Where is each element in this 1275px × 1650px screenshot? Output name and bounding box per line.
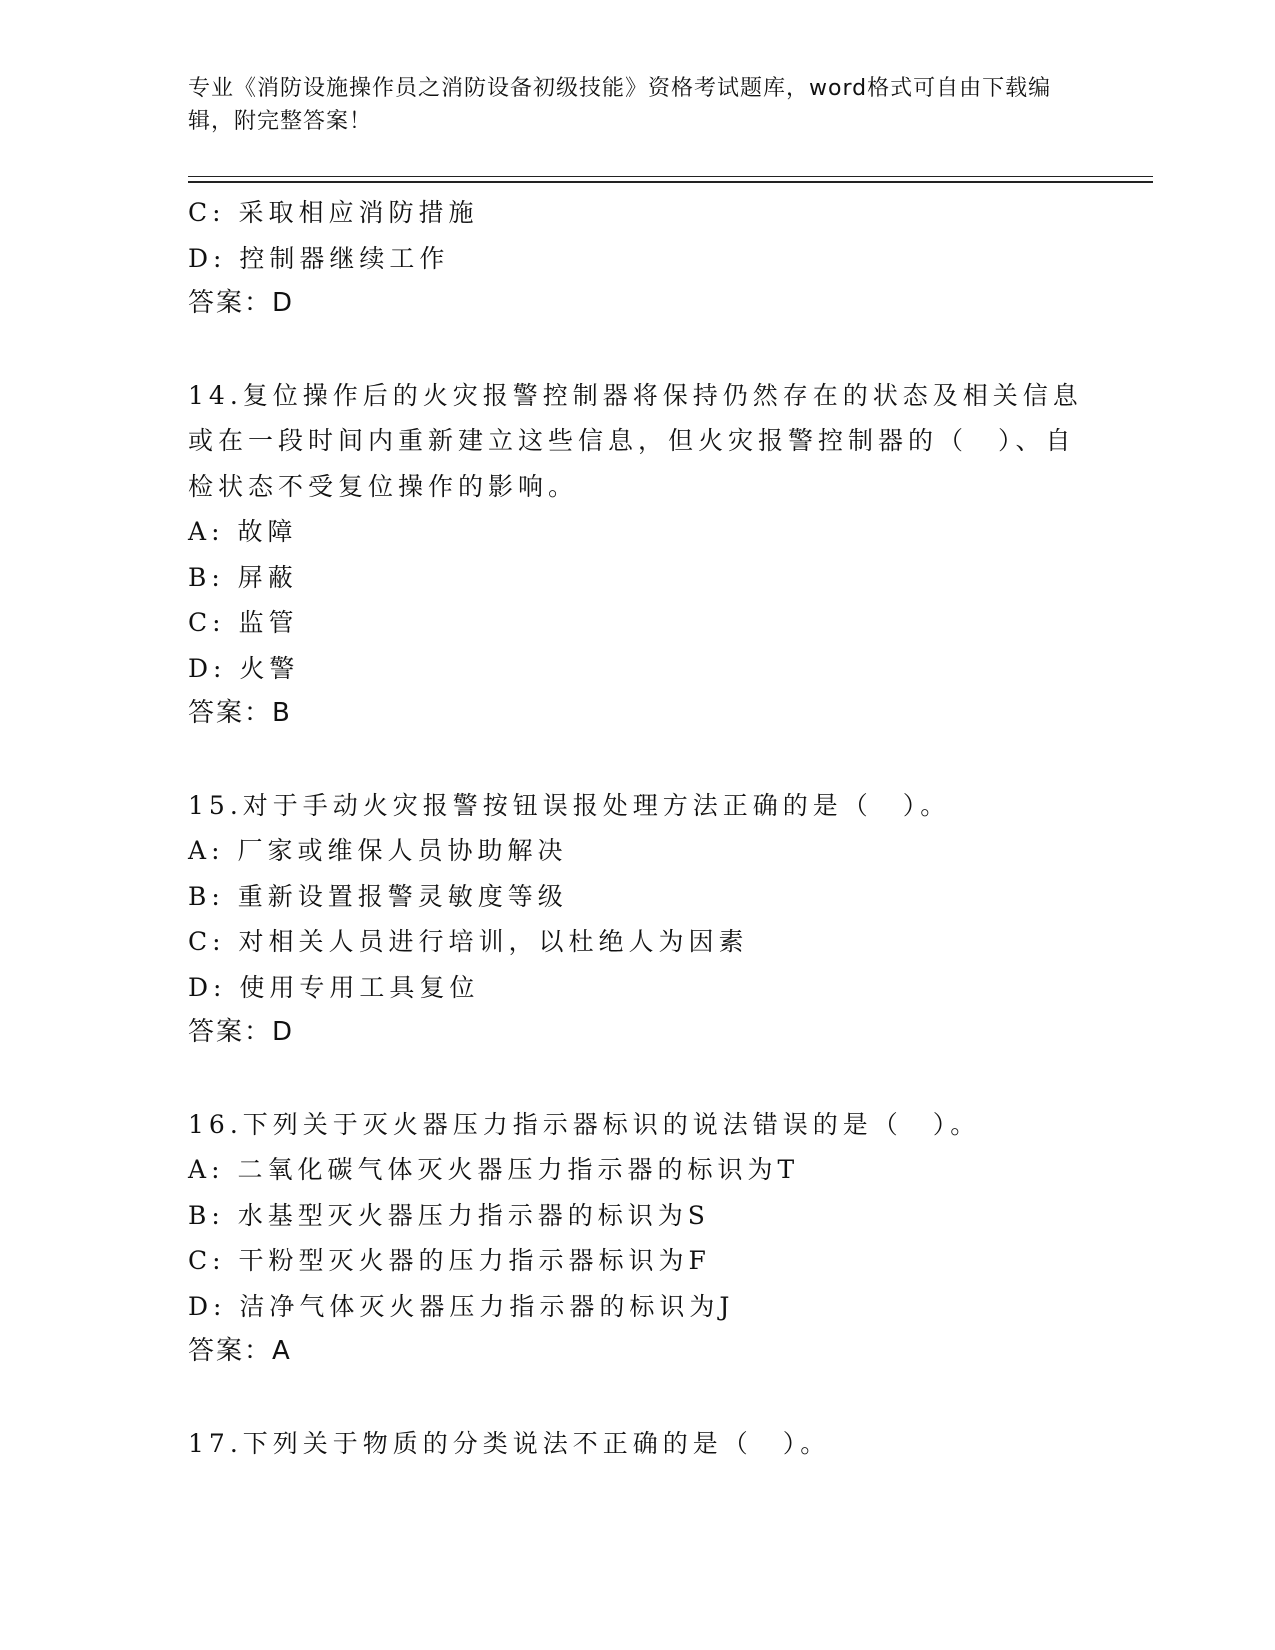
option-a: A: 二氧化碳气体灭火器压力指示器的标识为T (188, 1155, 800, 1184)
option-a: A: 故障 (188, 517, 298, 546)
option-label: D (188, 653, 214, 683)
option-text: 二氧化碳气体灭火器压力指示器的标识为T (237, 1155, 800, 1184)
answer-value: B (272, 698, 292, 728)
option-a: A: 厂家或维保人员协助解决 (188, 836, 568, 865)
answer-line (188, 691, 1088, 737)
question-17: 17.下列关于物质的分类说法不正确的是（ ）。 (188, 1428, 831, 1458)
option-label: C (188, 927, 213, 956)
answer-value: D (272, 288, 295, 318)
option-c: C: 采取相应消防措施 (188, 198, 479, 227)
option-c: C: 监管 (188, 608, 299, 637)
answer-value: D (272, 1017, 295, 1047)
option-text: 故障 (237, 517, 298, 546)
answer-prefix: 答案： (188, 1017, 273, 1047)
option-label: A (188, 836, 212, 865)
spacer (188, 1375, 1088, 1421)
answer-prefix: 答案： (188, 1336, 273, 1366)
option-b: B: 重新设置报警灵敏度等级 (188, 881, 568, 911)
header-text: 专业《消防设施操作员之消防设备初级技能》资格考试题库，word格式可自由下载编辑，附完整答案！ (188, 76, 1052, 134)
option-text: 使用专用工具复位 (239, 972, 480, 1002)
option-text: 重新设置报警灵敏度等级 (237, 881, 568, 911)
option-c: C: 对相关人员进行培训，以杜绝人为因素 (188, 927, 749, 956)
option-text: 厂家或维保人员协助解决 (237, 836, 568, 865)
question-16: 16.下列关于灭火器压力指示器标识的说法错误的是（ ）。 (188, 1109, 981, 1139)
option-d: D: 控制器继续工作 (188, 243, 450, 273)
option-label: C (188, 198, 213, 227)
question-14: 14.复位操作后的火灾报警控制器将保持仍然存在的状态及相关信息或在一段时间内重新建立这些信息，但火灾报警控制器的（ ）、自检状态不受复位操作的影响。 (188, 380, 1083, 501)
question-number: 14 (188, 380, 230, 410)
question-number: 15 (188, 790, 230, 820)
option-d: D: 使用专用工具复位 (188, 972, 480, 1002)
option-text: 屏蔽 (237, 562, 298, 592)
spacer (188, 327, 1088, 373)
option-text: 火警 (239, 653, 300, 683)
option-d: D: 洁净气体灭火器压力指示器的标识为J (188, 1291, 735, 1321)
option-c: C: 干粉型灭火器的压力指示器标识为F (188, 1246, 711, 1275)
option-label: B (188, 1200, 212, 1230)
option-text: 对相关人员进行培训，以杜绝人为因素 (238, 927, 749, 956)
question-text: 下列关于物质的分类说法不正确的是（ ）。 (242, 1428, 831, 1458)
option-label: B (188, 881, 212, 911)
answer-line (188, 281, 1088, 327)
question-list (188, 190, 1088, 1466)
option-label: A (188, 517, 212, 546)
option-text: 洁净气体灭火器压力指示器的标识为J (239, 1291, 735, 1321)
option-label: C (188, 608, 213, 637)
option-text: 采取相应消防措施 (238, 198, 479, 227)
option-text: 监管 (238, 608, 299, 637)
header-divider-thick (188, 181, 1153, 183)
option-text: 控制器继续工作 (239, 243, 450, 273)
option-label: B (188, 562, 212, 592)
question-text: 对于手动火灾报警按钮误报处理方法正确的是（ ）。 (242, 790, 951, 820)
answer-line (188, 1010, 1088, 1056)
page-header (188, 72, 1068, 138)
option-text: 水基型灭火器压力指示器的标识为S (237, 1200, 710, 1230)
answer-line (188, 1329, 1088, 1375)
question-number: 16 (188, 1109, 230, 1139)
option-text: 干粉型灭火器的压力指示器标识为F (238, 1246, 711, 1275)
question-text: 下列关于灭火器压力指示器标识的说法错误的是（ ）。 (242, 1109, 981, 1139)
option-b: B: 水基型灭火器压力指示器的标识为S (188, 1200, 710, 1230)
option-label: D (188, 972, 214, 1002)
option-label: D (188, 243, 214, 273)
option-label: C (188, 1246, 213, 1275)
question-text: 复位操作后的火灾报警控制器将保持仍然存在的状态及相关信息或在一段时间内重新建立这些信息，但火灾报警控制器的（ ）、自检状态不受复位操作的影响。 (188, 380, 1083, 501)
option-label: A (188, 1155, 212, 1184)
option-b: B: 屏蔽 (188, 562, 298, 592)
spacer (188, 737, 1088, 783)
spacer (188, 1056, 1088, 1102)
answer-value: A (272, 1336, 292, 1366)
answer-prefix: 答案： (188, 698, 273, 728)
option-d: D: 火警 (188, 653, 300, 683)
question-15: 15.对于手动火灾报警按钮误报处理方法正确的是（ ）。 (188, 790, 951, 820)
question-number: 17 (188, 1428, 230, 1458)
header-divider (188, 176, 1153, 177)
option-label: D (188, 1291, 214, 1321)
answer-prefix: 答案： (188, 288, 273, 318)
